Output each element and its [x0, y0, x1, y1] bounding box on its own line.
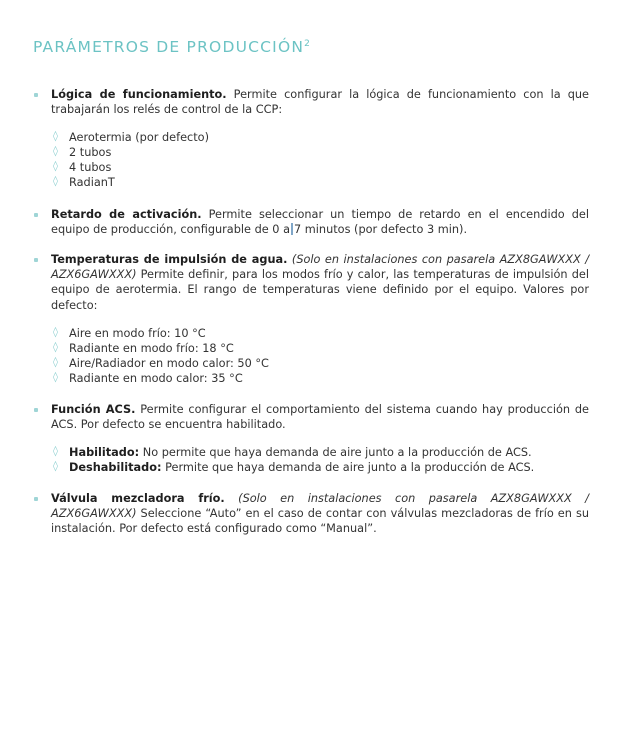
item-label: Temperaturas de impulsión de agua.	[51, 253, 288, 266]
option-text: Aire/Radiador en modo calor: 50 °C	[69, 356, 269, 370]
diamond-icon: ◊	[53, 326, 58, 338]
item-text: Permite configurar el comportamiento del sistema cuando hay producción de ACS. Por defecto se encuentra habilitado.	[51, 403, 589, 432]
section-valvula-mezcladora	[33, 491, 589, 537]
diamond-icon: ◊	[53, 176, 58, 188]
bullet-item	[33, 207, 589, 237]
sub-list-item	[51, 145, 589, 160]
option-text: Radiante en modo frío: 18 °C	[69, 341, 234, 355]
diamond-icon: ◊	[53, 461, 58, 473]
bullet-item	[33, 402, 589, 432]
title-footnote-marker: 2	[304, 39, 310, 49]
item-text: Permite seleccionar un tiempo de retardo en el encendido del equipo de producción, configurable de 0 a	[51, 208, 589, 237]
paragraph	[51, 491, 589, 537]
sub-list-item	[51, 356, 589, 371]
sub-list-item	[51, 326, 589, 341]
item-text: Seleccione “Auto” en el caso de contar con válvulas mezcladoras de frío en su instalación. Por defecto está configurado como “Manual”.	[51, 507, 589, 536]
option-text: 4 tubos	[69, 161, 112, 175]
option-label: Deshabilitado:	[69, 461, 162, 475]
section-logica-funcionamiento	[33, 87, 589, 190]
option-label: Habilitado:	[69, 446, 140, 460]
item-note: (Solo en instalaciones con pasarela AZX8GAWXXX / AZX6GAWXXX)	[51, 492, 589, 521]
bullet-item	[33, 491, 589, 537]
bullet-icon	[34, 408, 38, 412]
sub-list-item	[51, 371, 589, 386]
item-text: Permite definir, para los modos frío y calor, las temperaturas de impulsión del equipo de aerotermia. El rango de temperaturas viene definido por el equipo. Valores por defecto:	[51, 268, 589, 312]
diamond-icon: ◊	[53, 146, 58, 158]
bullet-icon	[34, 258, 38, 262]
option-text: RadianT	[69, 176, 115, 190]
sub-list	[33, 326, 589, 386]
item-text: Permite configurar la lógica de funcionamiento con la que trabajarán los relés de control de la CCP:	[51, 88, 590, 117]
bullet-icon	[34, 497, 38, 501]
sub-list-item	[51, 160, 589, 175]
sub-list-item	[51, 175, 589, 190]
option-text: No permite que haya demanda de aire junto a la producción de ACS.	[139, 446, 532, 460]
sub-list-item	[51, 130, 589, 145]
diamond-icon: ◊	[53, 356, 58, 368]
option-text: Aire en modo frío: 10 °C	[69, 326, 206, 340]
section-retardo-activacion	[33, 207, 589, 237]
diamond-icon: ◊	[53, 446, 58, 458]
diamond-icon: ◊	[53, 371, 58, 383]
sub-list-item	[51, 445, 589, 460]
sub-list-item	[51, 341, 589, 356]
bullet-icon	[34, 93, 38, 97]
paragraph	[51, 402, 589, 432]
paragraph	[51, 252, 589, 313]
sub-list-item	[51, 460, 589, 475]
option-text: Permite que haya demanda de aire junto a la producción de ACS.	[161, 461, 535, 475]
option-text: Radiante en modo calor: 35 °C	[69, 371, 243, 385]
item-label: Lógica de funcionamiento.	[51, 88, 227, 101]
diamond-icon: ◊	[53, 341, 58, 353]
bullet-item	[33, 87, 589, 117]
diamond-icon: ◊	[53, 131, 58, 143]
paragraph	[51, 87, 589, 117]
sub-list	[33, 445, 589, 475]
page-title	[33, 38, 310, 56]
text-cursor	[291, 223, 293, 235]
paragraph	[51, 207, 589, 237]
option-text: Aerotermia (por defecto)	[69, 131, 210, 145]
item-text-continued: 7 minutos (por defecto 3 min).	[294, 223, 468, 237]
item-label: Retardo de activación.	[51, 208, 202, 221]
bullet-icon	[34, 213, 38, 217]
option-text: 2 tubos	[69, 146, 112, 160]
item-note: (Solo en instalaciones con pasarela AZX8GAWXXX / AZX6GAWXXX)	[51, 253, 589, 282]
item-label: Función ACS.	[51, 403, 136, 416]
section-temperaturas-impulsion	[33, 252, 589, 386]
diamond-icon: ◊	[53, 161, 58, 173]
section-funcion-acs	[33, 402, 589, 475]
title-text: PARÁMETROS DE PRODUCCIÓN	[33, 38, 305, 56]
sub-list	[33, 130, 589, 190]
bullet-item	[33, 252, 589, 313]
item-label: Válvula mezcladora frío.	[51, 492, 225, 505]
